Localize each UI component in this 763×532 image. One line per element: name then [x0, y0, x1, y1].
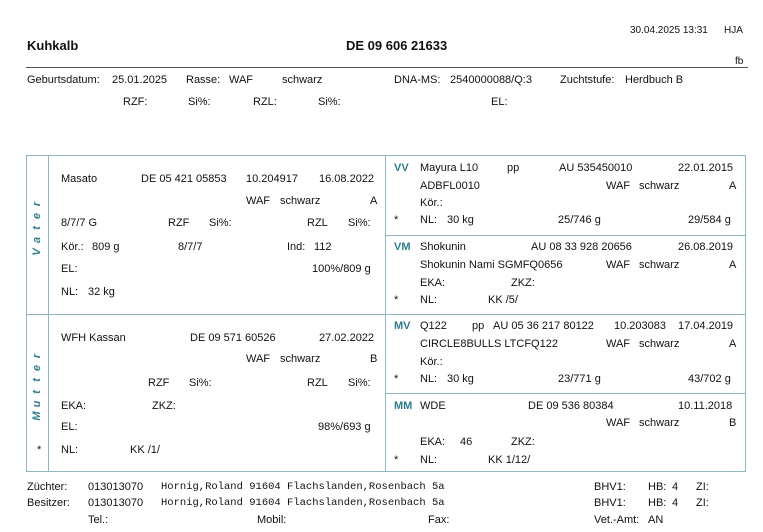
besitzer-id: 013013070 — [88, 497, 144, 509]
vv-grade: A — [729, 180, 737, 192]
vater-ind-label: Ind: — [287, 241, 306, 253]
rzl-label: RZL: — [253, 96, 277, 108]
vv-pp: pp — [507, 162, 520, 174]
mm-color: schwarz — [639, 417, 680, 429]
vater-date: 16.08.2022 — [319, 173, 375, 185]
vater-si-label-2: Si%: — [348, 217, 371, 229]
vater-id: DE 05 421 05853 — [141, 173, 227, 185]
vater-breed: WAF — [246, 195, 271, 207]
mutter-name: WFH Kassan — [61, 332, 126, 344]
mm-eka-label: EKA: — [420, 436, 446, 448]
rzf-label: RZF: — [123, 96, 148, 108]
animal-id: DE 09 606 21633 — [346, 38, 448, 53]
vater-kor-label: Kör.: — [61, 241, 84, 253]
mm-name: WDE — [420, 400, 446, 412]
mutter-grade: B — [370, 353, 378, 365]
mutter-id: DE 09 571 60526 — [190, 332, 276, 344]
mm-breed: WAF — [606, 417, 631, 429]
vm-zkz-label: ZKZ: — [511, 277, 535, 289]
mutter-rzl-label: RZL — [307, 377, 328, 389]
vater-name: Masato — [61, 173, 98, 185]
vater-grade: A — [370, 195, 378, 207]
mutter-side-label: r e t t u M — [31, 353, 43, 421]
mutter-grand-divider — [385, 393, 746, 394]
header-code: fb — [735, 56, 744, 67]
vater-kor-value: 809 g — [92, 241, 120, 253]
vm-grade: A — [729, 259, 737, 271]
mv-tag: MV — [394, 320, 411, 332]
mobil-label: Mobil: — [257, 514, 287, 526]
vv-nl-value: 30 kg — [447, 214, 474, 226]
mutter-color: schwarz — [280, 353, 321, 365]
vater-side-label: r e t a V — [31, 201, 43, 256]
mutter-si-label-1: Si%: — [189, 377, 212, 389]
header-divider — [26, 67, 748, 68]
mutter-breed: WAF — [246, 353, 271, 365]
zi-label-1: ZI: — [696, 481, 709, 493]
mv-code: CIRCLE8BULLS LTCFQ122 — [420, 338, 558, 350]
mutter-star: * — [37, 444, 42, 456]
vet-label: Vet.-Amt: — [594, 514, 640, 526]
vater-rzf-label: RZF — [168, 217, 190, 229]
mv-star: * — [394, 373, 399, 385]
besitzer-address: Hornig,Roland 91604 Flachslanden,Rosenbach 5a — [161, 497, 445, 509]
mutter-date: 27.02.2022 — [319, 332, 375, 344]
mv-pp: pp — [472, 320, 485, 332]
vet-value: AN — [648, 514, 664, 526]
mv-breed: WAF — [606, 338, 631, 350]
vm-color: schwarz — [639, 259, 680, 271]
vm-id: AU 08 33 928 20656 — [531, 241, 632, 253]
mv-date: 17.04.2019 — [678, 320, 734, 332]
vv-id: AU 535450010 — [559, 162, 633, 174]
vater-nl-label: NL: — [61, 286, 79, 298]
bhv1-label-2: BHV1: — [594, 497, 626, 509]
vv-name: Mayura L10 — [420, 162, 479, 174]
page-title: Kuhkalb — [27, 38, 79, 53]
birth-date: 25.01.2025 — [112, 74, 168, 86]
vm-breed: WAF — [606, 259, 631, 271]
vm-name: Shokunin — [420, 241, 466, 253]
vater-el-label: EL: — [61, 263, 78, 275]
zuchter-address: Hornig,Roland 91604 Flachslanden,Rosenbach 5a — [161, 481, 445, 493]
vater-grand-divider — [385, 235, 746, 236]
vm-code: Shokunin Nami SGMFQ0656 — [420, 259, 563, 271]
mutter-el-label: EL: — [61, 421, 78, 433]
vv-tag: VV — [394, 162, 409, 174]
mutter-nl-label: NL: — [61, 444, 79, 456]
tel-label: Tel.: — [88, 514, 109, 526]
mv-name: Q122 — [420, 320, 447, 332]
mv-value-2: 43/702 g — [688, 373, 731, 385]
mv-grade: A — [729, 338, 737, 350]
vv-code: ADBFL0010 — [420, 180, 480, 192]
dna-value: 2540000088/Q:3 — [450, 74, 532, 86]
vv-nl-label: NL: — [420, 214, 438, 226]
bhv1-label-1: BHV1: — [594, 481, 626, 493]
si-label-2: Si%: — [318, 96, 341, 108]
mutter-rzf-label: RZF — [148, 377, 170, 389]
zuchter-id: 013013070 — [88, 481, 144, 493]
hb-value-1: 4 — [672, 481, 679, 493]
vm-tag: VM — [394, 241, 411, 253]
mv-number: 10.203083 — [614, 320, 666, 332]
timestamp: 30.04.2025 13:31 — [630, 25, 708, 36]
mv-color: schwarz — [639, 338, 680, 350]
mv-nl-label: NL: — [420, 373, 438, 385]
vm-date: 26.08.2019 — [678, 241, 734, 253]
zuchter-label: Züchter: — [27, 481, 68, 493]
vm-eka-label: EKA: — [420, 277, 446, 289]
el-label: EL: — [491, 96, 508, 108]
vater-el-value: 100%/809 g — [312, 263, 371, 275]
zucht-label: Zuchtstufe: — [560, 74, 615, 86]
vv-color: schwarz — [639, 180, 680, 192]
mm-id: DE 09 536 80384 — [528, 400, 614, 412]
mutter-si-label-2: Si%: — [348, 377, 371, 389]
vv-kor-label: Kör.: — [420, 197, 443, 209]
vv-value-2: 29/584 g — [688, 214, 731, 226]
dna-label: DNA-MS: — [394, 74, 441, 86]
mm-kk-value: KK 1/12/ — [488, 454, 531, 466]
vater-rzl-label: RZL — [307, 217, 328, 229]
zi-label-2: ZI: — [696, 497, 709, 509]
vater-color: schwarz — [280, 195, 321, 207]
vm-star: * — [394, 294, 399, 306]
vv-star: * — [394, 214, 399, 226]
vater-si-label-1: Si%: — [209, 217, 232, 229]
vater-nl-value: 32 kg — [88, 286, 115, 298]
vater-number: 10.204917 — [246, 173, 298, 185]
rasse-value: WAF — [229, 74, 254, 86]
fax-label: Fax: — [428, 514, 450, 526]
mutter-eka-label: EKA: — [61, 400, 87, 412]
vv-date: 22.01.2015 — [678, 162, 734, 174]
mm-eka-value: 46 — [460, 436, 473, 448]
pedigree-mid-divider — [26, 314, 746, 315]
si-label-1: Si%: — [188, 96, 211, 108]
hb-value-2: 4 — [672, 497, 679, 509]
vater-kor-code: 8/7/7 — [178, 241, 203, 253]
hb-label-2: HB: — [648, 497, 667, 509]
mm-tag: MM — [394, 400, 413, 412]
user-code: HJA — [724, 25, 743, 36]
mm-date: 10.11.2018 — [678, 400, 733, 412]
mv-kor-label: Kör.: — [420, 356, 443, 368]
mv-id: AU 05 36 217 80122 — [493, 320, 594, 332]
mv-nl-value: 30 kg — [447, 373, 474, 385]
besitzer-label: Besitzer: — [27, 497, 70, 509]
vv-breed: WAF — [606, 180, 631, 192]
mv-value-1: 23/771 g — [558, 373, 601, 385]
birth-label: Geburtsdatum: — [27, 74, 100, 86]
hb-label-1: HB: — [648, 481, 667, 493]
rasse-label: Rasse: — [186, 74, 221, 86]
mm-nl-label: NL: — [420, 454, 438, 466]
vm-nl-label: NL: — [420, 294, 438, 306]
mutter-el-value: 98%/693 g — [318, 421, 371, 433]
mutter-zkz-label: ZKZ: — [152, 400, 176, 412]
vv-value-1: 25/746 g — [558, 214, 601, 226]
mm-zkz-label: ZKZ: — [511, 436, 535, 448]
mutter-kk-value: KK /1/ — [130, 444, 160, 456]
mm-grade: B — [729, 417, 737, 429]
color-value: schwarz — [282, 74, 323, 86]
mm-star: * — [394, 454, 399, 466]
vm-kk-value: KK /5/ — [488, 294, 518, 306]
zucht-value: Herdbuch B — [625, 74, 684, 86]
vater-ind-value: 112 — [314, 241, 332, 253]
vater-code: 8/7/7 G — [61, 217, 98, 229]
